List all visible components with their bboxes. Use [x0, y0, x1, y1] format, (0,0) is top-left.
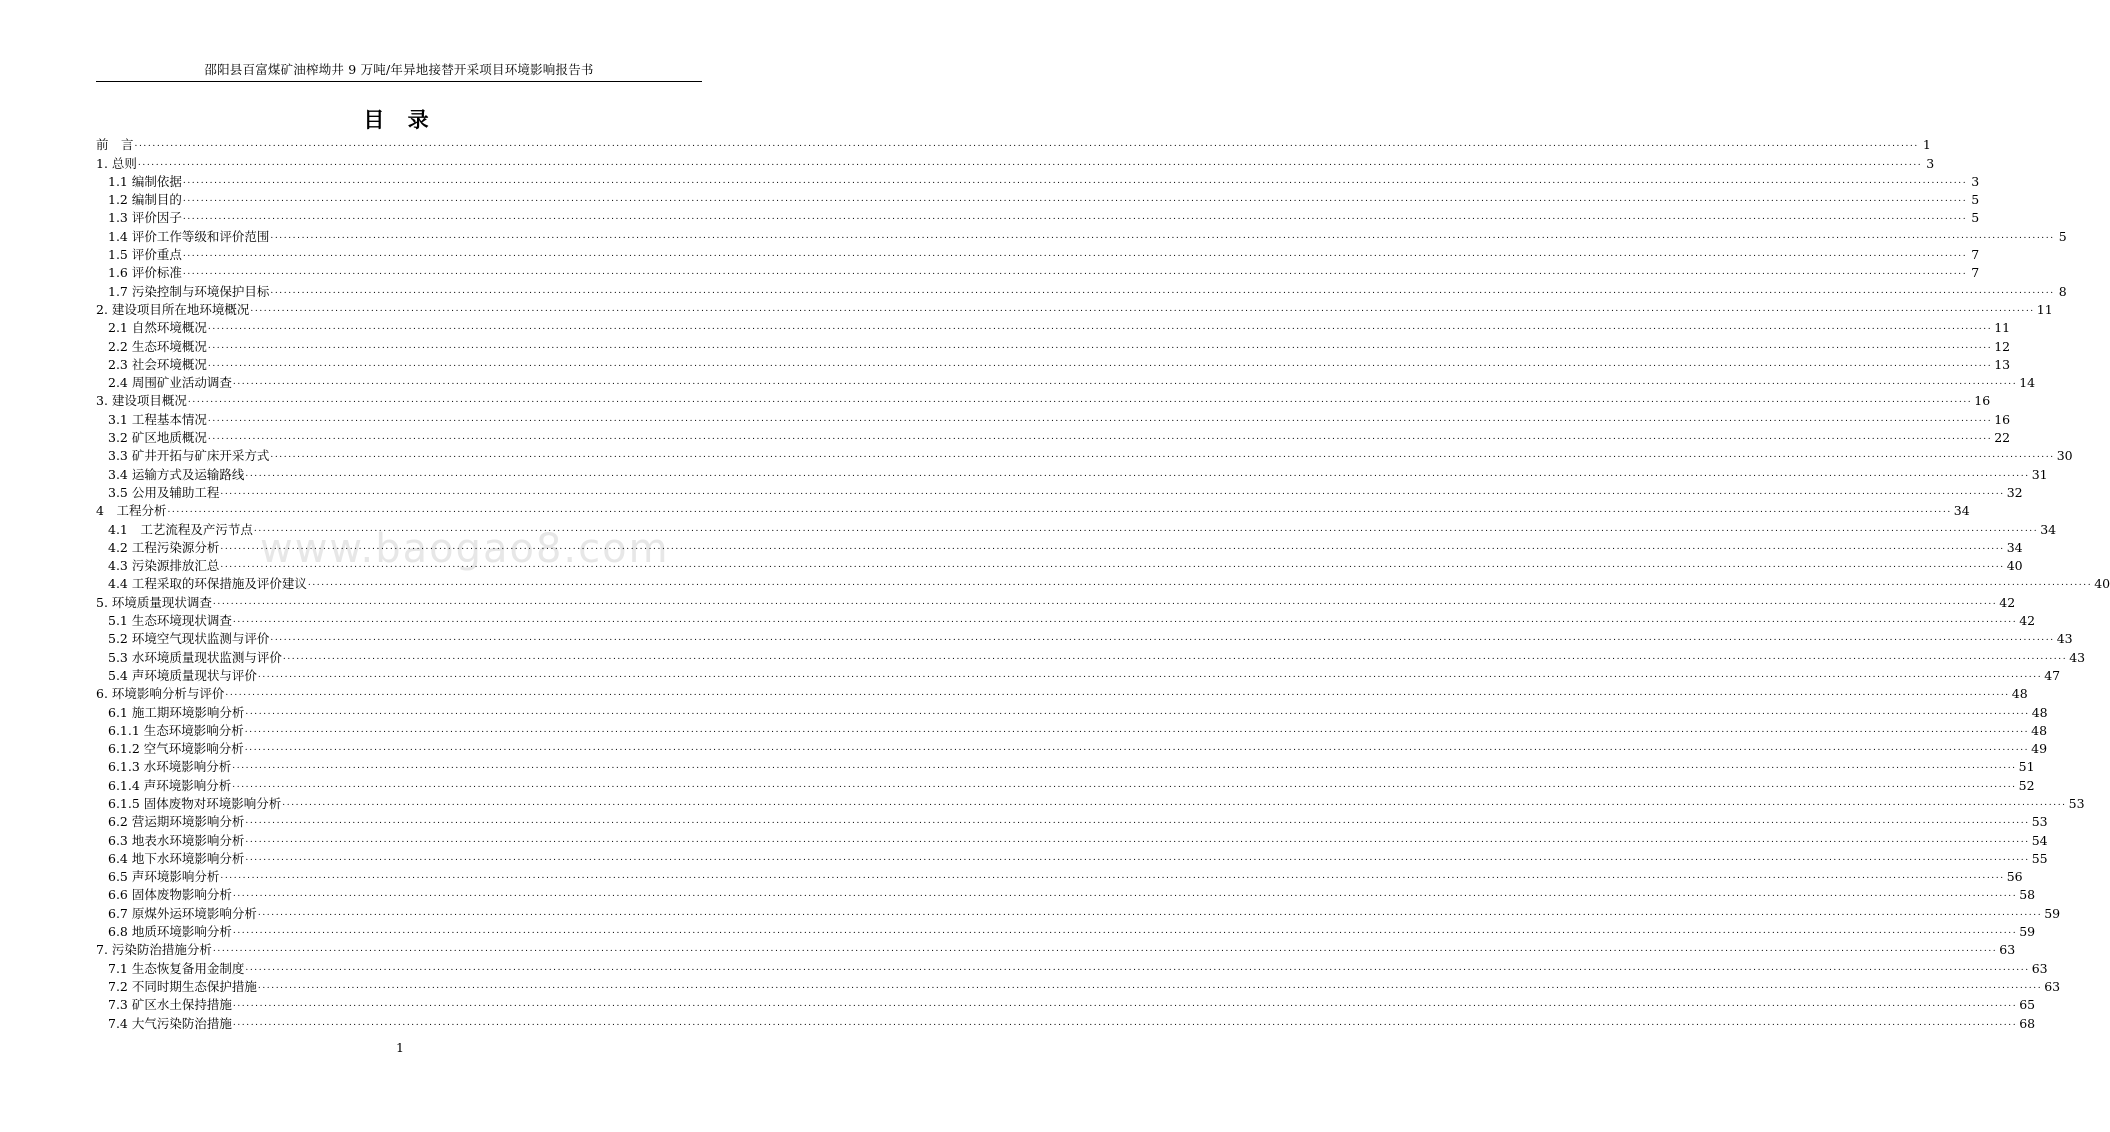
toc-leader-dots: ................................................................................................................................................................................................................................................................................................................................................................................................................ [270, 633, 2055, 644]
toc-entry[interactable] [96, 738, 2048, 757]
toc-entry[interactable] [96, 482, 2023, 500]
toc-entry-page: 22 [1994, 430, 2011, 446]
toc-leader-dots: ................................................................................................................................................................................................................................................................................................................................................................................................................ [182, 267, 1968, 278]
toc-leader-dots: ................................................................................................................................................................................................................................................................................................................................................................................................................ [220, 560, 2005, 571]
toc-entry-label: 4 工程分析 [96, 503, 167, 519]
toc-entry-label: 2.1 自然环境概况 [108, 320, 207, 336]
toc-entry[interactable] [96, 665, 2061, 683]
toc-entry-label: 前 言 [96, 137, 134, 153]
toc-entry-page: 5 [1971, 192, 1980, 208]
toc-entry-label: 7.1 生态恢复备用金制度 [108, 960, 245, 976]
toc-entry-label: 1.3 评价因子 [108, 210, 182, 226]
toc-entry-page: 31 [2031, 466, 2048, 482]
toc-entry-label: 2.3 社会环境概况 [108, 356, 207, 372]
toc-leader-dots: ................................................................................................................................................................................................................................................................................................................................................................................................................ [182, 194, 1968, 205]
toc-entry-page: 7 [1971, 265, 1980, 281]
toc-entry-label: 1.2 编制目的 [108, 192, 182, 208]
toc-entry[interactable] [96, 573, 2110, 592]
toc-entry[interactable] [96, 408, 2011, 427]
toc-leader-dots: ................................................................................................................................................................................................................................................................................................................................................................................................................ [232, 889, 2018, 900]
toc-entry-page: 14 [2019, 375, 2036, 391]
toc-leader-dots: ................................................................................................................................................................................................................................................................................................................................................................................................................ [225, 688, 2010, 699]
toc-entry-label: 1.6 评价标准 [108, 265, 182, 281]
toc-entry-label: 6.1 施工期环境影响分析 [108, 704, 245, 720]
toc-entry-page: 16 [1994, 411, 2011, 427]
toc-entry-label: 6.1.3 水环境影响分析 [108, 759, 232, 775]
toc-leader-dots: ................................................................................................................................................................................................................................................................................................................................................................................................................ [232, 1017, 2018, 1028]
toc-entry[interactable] [96, 225, 2067, 244]
toc-entry-label: 1.5 评价重点 [108, 247, 182, 263]
toc-entry[interactable] [96, 299, 2053, 317]
toc-entry[interactable] [96, 244, 1980, 263]
toc-entry[interactable] [96, 720, 2048, 738]
toc-entry-label: 1.1 编制依据 [108, 173, 182, 189]
toc-entry-page: 65 [2019, 997, 2036, 1013]
toc-leader-dots: ................................................................................................................................................................................................................................................................................................................................................................................................................ [182, 249, 1968, 260]
toc-entry-label: 7.3 矿区水土保持措施 [108, 997, 232, 1013]
toc-entry[interactable] [96, 280, 2067, 299]
toc-entry-page: 3 [1971, 173, 1980, 189]
toc-entry-page: 48 [2011, 686, 2028, 702]
toc-entry-page: 42 [2019, 613, 2036, 629]
toc-entry[interactable] [96, 1012, 2036, 1031]
toc-entry-label: 6.1.4 声环境影响分析 [108, 777, 232, 793]
toc-entry-page: 55 [2031, 850, 2048, 866]
toc-entry-label: 5.4 声环境质量现状与评价 [108, 667, 257, 683]
toc-entry-page: 11 [2036, 301, 2053, 317]
toc-entry-page: 59 [2044, 905, 2061, 921]
toc-entry-label: 2.2 生态环境概况 [108, 338, 207, 354]
toc-leader-dots: ................................................................................................................................................................................................................................................................................................................................................................................................................ [257, 907, 2043, 918]
toc-entry-label: 6.5 声环境影响分析 [108, 869, 220, 885]
toc-leader-dots: ................................................................................................................................................................................................................................................................................................................................................................................................................ [245, 852, 2030, 863]
toc-entry-page: 30 [2056, 448, 2073, 464]
toc-entry-label: 5.2 环境空气现状监测与评价 [108, 631, 270, 647]
toc-entry-page: 58 [2019, 887, 2036, 903]
toc-entry-page: 54 [2031, 832, 2048, 848]
toc-entry-label: 6.1.1 生态环境影响分析 [108, 722, 244, 738]
toc-entry-label: 1.7 污染控制与环境保护目标 [108, 283, 270, 299]
toc-entry[interactable] [96, 134, 1931, 153]
toc-entry-page: 5 [2058, 228, 2067, 244]
toc-entry[interactable] [96, 207, 1980, 226]
toc-entry-page: 63 [2031, 960, 2048, 976]
toc-entry-page: 34 [2040, 521, 2057, 537]
toc-entry-page: 13 [1994, 356, 2011, 372]
toc-leader-dots: ................................................................................................................................................................................................................................................................................................................................................................................................................ [244, 743, 2030, 754]
toc-entry-page: 7 [1971, 247, 1980, 263]
toc-entry[interactable] [96, 591, 2016, 610]
toc-entry-label: 4.2 工程污染源分析 [108, 539, 220, 555]
toc-entry-label: 7.2 不同时期生态保护措施 [108, 978, 257, 994]
toc-entry[interactable] [96, 756, 2035, 775]
toc-entry-page: 12 [1994, 338, 2011, 354]
toc-entry-label: 6.6 固体废物影响分析 [108, 887, 232, 903]
toc-entry-label: 6.3 地表水环境影响分析 [108, 832, 245, 848]
toc-leader-dots: ................................................................................................................................................................................................................................................................................................................................................................................................................ [232, 761, 2017, 772]
toc-leader-dots: ................................................................................................................................................................................................................................................................................................................................................................................................................ [257, 980, 2043, 991]
toc-entry-label: 2.4 周围矿业活动调查 [108, 375, 232, 391]
toc-entry-page: 52 [2018, 777, 2035, 793]
toc-leader-dots: ................................................................................................................................................................................................................................................................................................................................................................................................................ [232, 779, 2017, 790]
toc-entry-page: 48 [2031, 722, 2048, 738]
page-number: 1 [396, 1040, 404, 1055]
toc-entry[interactable] [96, 445, 2073, 464]
toc-entry-label: 6.1.5 固体废物对环境影响分析 [108, 795, 282, 811]
toc-entry-page: 68 [2019, 1015, 2036, 1031]
toc-entry[interactable] [96, 921, 2036, 940]
toc-entry-page: 47 [2044, 667, 2061, 683]
toc-entry-page: 40 [2006, 558, 2023, 574]
toc-entry-page: 63 [2044, 978, 2061, 994]
toc-entry[interactable] [96, 463, 2048, 482]
toc-entry[interactable] [96, 848, 2048, 866]
toc-entry[interactable] [96, 884, 2036, 903]
toc-entry[interactable] [96, 500, 1970, 519]
toc-entry-label: 3.2 矿区地质概况 [108, 430, 207, 446]
toc-leader-dots: ................................................................................................................................................................................................................................................................................................................................................................................................................ [212, 596, 1998, 607]
toc-leader-dots: ................................................................................................................................................................................................................................................................................................................................................................................................................ [167, 505, 1952, 516]
toc-leader-dots: ................................................................................................................................................................................................................................................................................................................................................................................................................ [250, 303, 2035, 314]
toc-leader-dots: ................................................................................................................................................................................................................................................................................................................................................................................................................ [232, 999, 2018, 1010]
toc-entry-label: 6.2 营运期环境影响分析 [108, 814, 245, 830]
toc-entry-page: 59 [2019, 924, 2036, 940]
toc-entry-label: 6.7 原煤外运环境影响分析 [108, 905, 257, 921]
toc-entry-page: 34 [1953, 503, 1970, 519]
toc-leader-dots: ................................................................................................................................................................................................................................................................................................................................................................................................................ [282, 651, 2068, 662]
toc-leader-dots: ................................................................................................................................................................................................................................................................................................................................................................................................................ [282, 797, 2067, 808]
toc-entry-label: 3.3 矿井开拓与矿床开采方式 [108, 448, 270, 464]
table-of-contents [96, 134, 2110, 1031]
toc-entry-page: 1 [1922, 137, 1931, 153]
toc-entry[interactable] [96, 537, 2023, 555]
toc-entry[interactable] [96, 811, 2048, 830]
toc-entry-label: 3. 建设项目概况 [96, 393, 187, 409]
toc-entry-label: 2. 建设项目所在地环境概况 [96, 301, 250, 317]
toc-leader-dots: ................................................................................................................................................................................................................................................................................................................................................................................................................ [220, 486, 2005, 497]
toc-entry-label: 4.3 污染源排放汇总 [108, 558, 220, 574]
toc-entry-page: 5 [1971, 210, 1980, 226]
toc-entry-page: 43 [2069, 649, 2086, 665]
toc-entry-label: 1. 总则 [96, 155, 137, 171]
toc-leader-dots: ................................................................................................................................................................................................................................................................................................................................................................................................................ [207, 358, 1993, 369]
toc-entry-label: 3.4 运输方式及运输路线 [108, 466, 245, 482]
toc-leader-dots: ................................................................................................................................................................................................................................................................................................................................................................................................................ [220, 871, 2005, 882]
toc-entry[interactable] [96, 317, 2011, 336]
toc-entry-page: 3 [1926, 155, 1935, 171]
toc-leader-dots: ................................................................................................................................................................................................................................................................................................................................................................................................................ [182, 175, 1968, 186]
toc-entry[interactable] [96, 390, 1991, 409]
toc-entry[interactable] [96, 189, 1980, 208]
toc-entry-label: 6.8 地质环境影响分析 [108, 924, 232, 940]
toc-entry-label: 3.1 工程基本情况 [108, 411, 207, 427]
toc-entry-page: 16 [1974, 393, 1991, 409]
toc-title: 目 录 [363, 107, 437, 132]
toc-leader-dots: ................................................................................................................................................................................................................................................................................................................................................................................................................ [207, 340, 1993, 351]
toc-entry-label: 1.4 评价工作等级和评价范围 [108, 228, 270, 244]
toc-entry[interactable] [96, 976, 2061, 994]
toc-entry-page: 51 [2018, 759, 2035, 775]
toc-entry-page: 53 [2068, 795, 2085, 811]
toc-entry[interactable] [96, 262, 1980, 281]
toc-leader-dots: ................................................................................................................................................................................................................................................................................................................................................................................................................ [253, 523, 2039, 534]
toc-entry[interactable] [96, 957, 2048, 976]
toc-leader-dots: ................................................................................................................................................................................................................................................................................................................................................................................................................ [257, 669, 2043, 680]
toc-entry-label: 5.3 水环境质量现状监测与评价 [108, 649, 282, 665]
toc-leader-dots: ................................................................................................................................................................................................................................................................................................................................................................................................................ [232, 615, 2018, 626]
toc-entry-label: 3.5 公用及辅助工程 [108, 484, 220, 500]
toc-entry-page: 63 [1999, 942, 2016, 958]
toc-entry-page: 48 [2031, 704, 2048, 720]
toc-entry-page: 53 [2031, 814, 2048, 830]
toc-entry[interactable] [96, 171, 1980, 189]
header-rule [96, 81, 702, 82]
toc-leader-dots: ................................................................................................................................................................................................................................................................................................................................................................................................................ [232, 926, 2018, 937]
toc-leader-dots: ................................................................................................................................................................................................................................................................................................................................................................................................................ [232, 377, 2018, 388]
toc-leader-dots: ................................................................................................................................................................................................................................................................................................................................................................................................................ [244, 724, 2030, 735]
toc-entry[interactable] [96, 793, 2085, 811]
toc-entry-page: 43 [2056, 631, 2073, 647]
toc-leader-dots: ................................................................................................................................................................................................................................................................................................................................................................................................................ [220, 541, 2005, 552]
toc-entry[interactable] [96, 902, 2061, 921]
toc-entry-page: 40 [2094, 576, 2110, 592]
toc-entry[interactable] [96, 701, 2048, 720]
toc-entry[interactable] [96, 152, 1935, 171]
toc-leader-dots: ................................................................................................................................................................................................................................................................................................................................................................................................................ [270, 230, 2055, 241]
toc-entry[interactable] [96, 628, 2073, 647]
toc-entry-page: 49 [2031, 741, 2048, 757]
toc-entry-label: 6. 环境影响分析与评价 [96, 686, 225, 702]
toc-leader-dots: ................................................................................................................................................................................................................................................................................................................................................................................................................ [207, 322, 1993, 333]
toc-entry[interactable] [96, 646, 2086, 665]
toc-entry[interactable] [96, 354, 2011, 372]
toc-entry-label: 4.1 工艺流程及产污节点 [108, 521, 253, 537]
toc-entry[interactable] [96, 555, 2023, 574]
toc-entry[interactable] [96, 372, 2036, 391]
running-header: 邵阳县百富煤矿油榨坳井 9 万吨/年异地接替开采项目环境影响报告书 [204, 62, 594, 77]
toc-leader-dots: ................................................................................................................................................................................................................................................................................................................................................................................................................ [207, 413, 1993, 424]
toc-leader-dots: ................................................................................................................................................................................................................................................................................................................................................................................................................ [182, 212, 1968, 223]
toc-leader-dots: ................................................................................................................................................................................................................................................................................................................................................................................................................ [245, 816, 2030, 827]
toc-leader-dots: ................................................................................................................................................................................................................................................................................................................................................................................................................ [207, 432, 1993, 443]
toc-entry[interactable] [96, 829, 2048, 848]
toc-entry-page: 56 [2006, 869, 2023, 885]
toc-entry-label: 6.1.2 空气环境影响分析 [108, 741, 244, 757]
toc-entry[interactable] [96, 427, 2011, 446]
toc-entry-label: 7. 污染防治措施分析 [96, 942, 212, 958]
toc-leader-dots: ................................................................................................................................................................................................................................................................................................................................................................................................................ [270, 285, 2055, 296]
toc-entry[interactable] [96, 683, 2028, 702]
toc-leader-dots: ................................................................................................................................................................................................................................................................................................................................................................................................................ [245, 706, 2030, 717]
toc-entry-page: 32 [2006, 484, 2023, 500]
toc-leader-dots: ................................................................................................................................................................................................................................................................................................................................................................................................................ [245, 962, 2030, 973]
toc-leader-dots: ................................................................................................................................................................................................................................................................................................................................................................................................................ [212, 944, 1998, 955]
toc-leader-dots: ................................................................................................................................................................................................................................................................................................................................................................................................................ [137, 157, 1923, 168]
toc-entry-label: 5.1 生态环境现状调查 [108, 613, 232, 629]
toc-entry-page: 11 [1994, 320, 2011, 336]
toc-entry[interactable] [96, 518, 2057, 537]
toc-entry-page: 42 [1999, 594, 2016, 610]
toc-leader-dots: ................................................................................................................................................................................................................................................................................................................................................................................................................ [245, 468, 2030, 479]
toc-entry-page: 8 [2058, 283, 2067, 299]
toc-leader-dots: ................................................................................................................................................................................................................................................................................................................................................................................................................ [245, 834, 2030, 845]
watermark: www.baogao8.com [260, 526, 670, 572]
toc-entry-label: 7.4 大气污染防治措施 [108, 1015, 232, 1031]
toc-entry-page: 34 [2006, 539, 2023, 555]
toc-entry-label: 5. 环境质量现状调查 [96, 594, 212, 610]
toc-entry[interactable] [96, 866, 2023, 885]
toc-leader-dots: ................................................................................................................................................................................................................................................................................................................................................................................................................ [134, 139, 1919, 150]
toc-entry-label: 6.4 地下水环境影响分析 [108, 850, 245, 866]
toc-entry[interactable] [96, 774, 2035, 793]
toc-entry-label: 4.4 工程采取的环保措施及评价建议 [108, 576, 307, 592]
toc-entry[interactable] [96, 335, 2011, 354]
toc-entry[interactable] [96, 610, 2036, 629]
toc-leader-dots: ................................................................................................................................................................................................................................................................................................................................................................................................................ [307, 578, 2093, 589]
toc-leader-dots: ................................................................................................................................................................................................................................................................................................................................................................................................................ [187, 395, 1973, 406]
toc-entry[interactable] [96, 994, 2036, 1013]
toc-entry[interactable] [96, 939, 2016, 958]
toc-leader-dots: ................................................................................................................................................................................................................................................................................................................................................................................................................ [270, 450, 2055, 461]
